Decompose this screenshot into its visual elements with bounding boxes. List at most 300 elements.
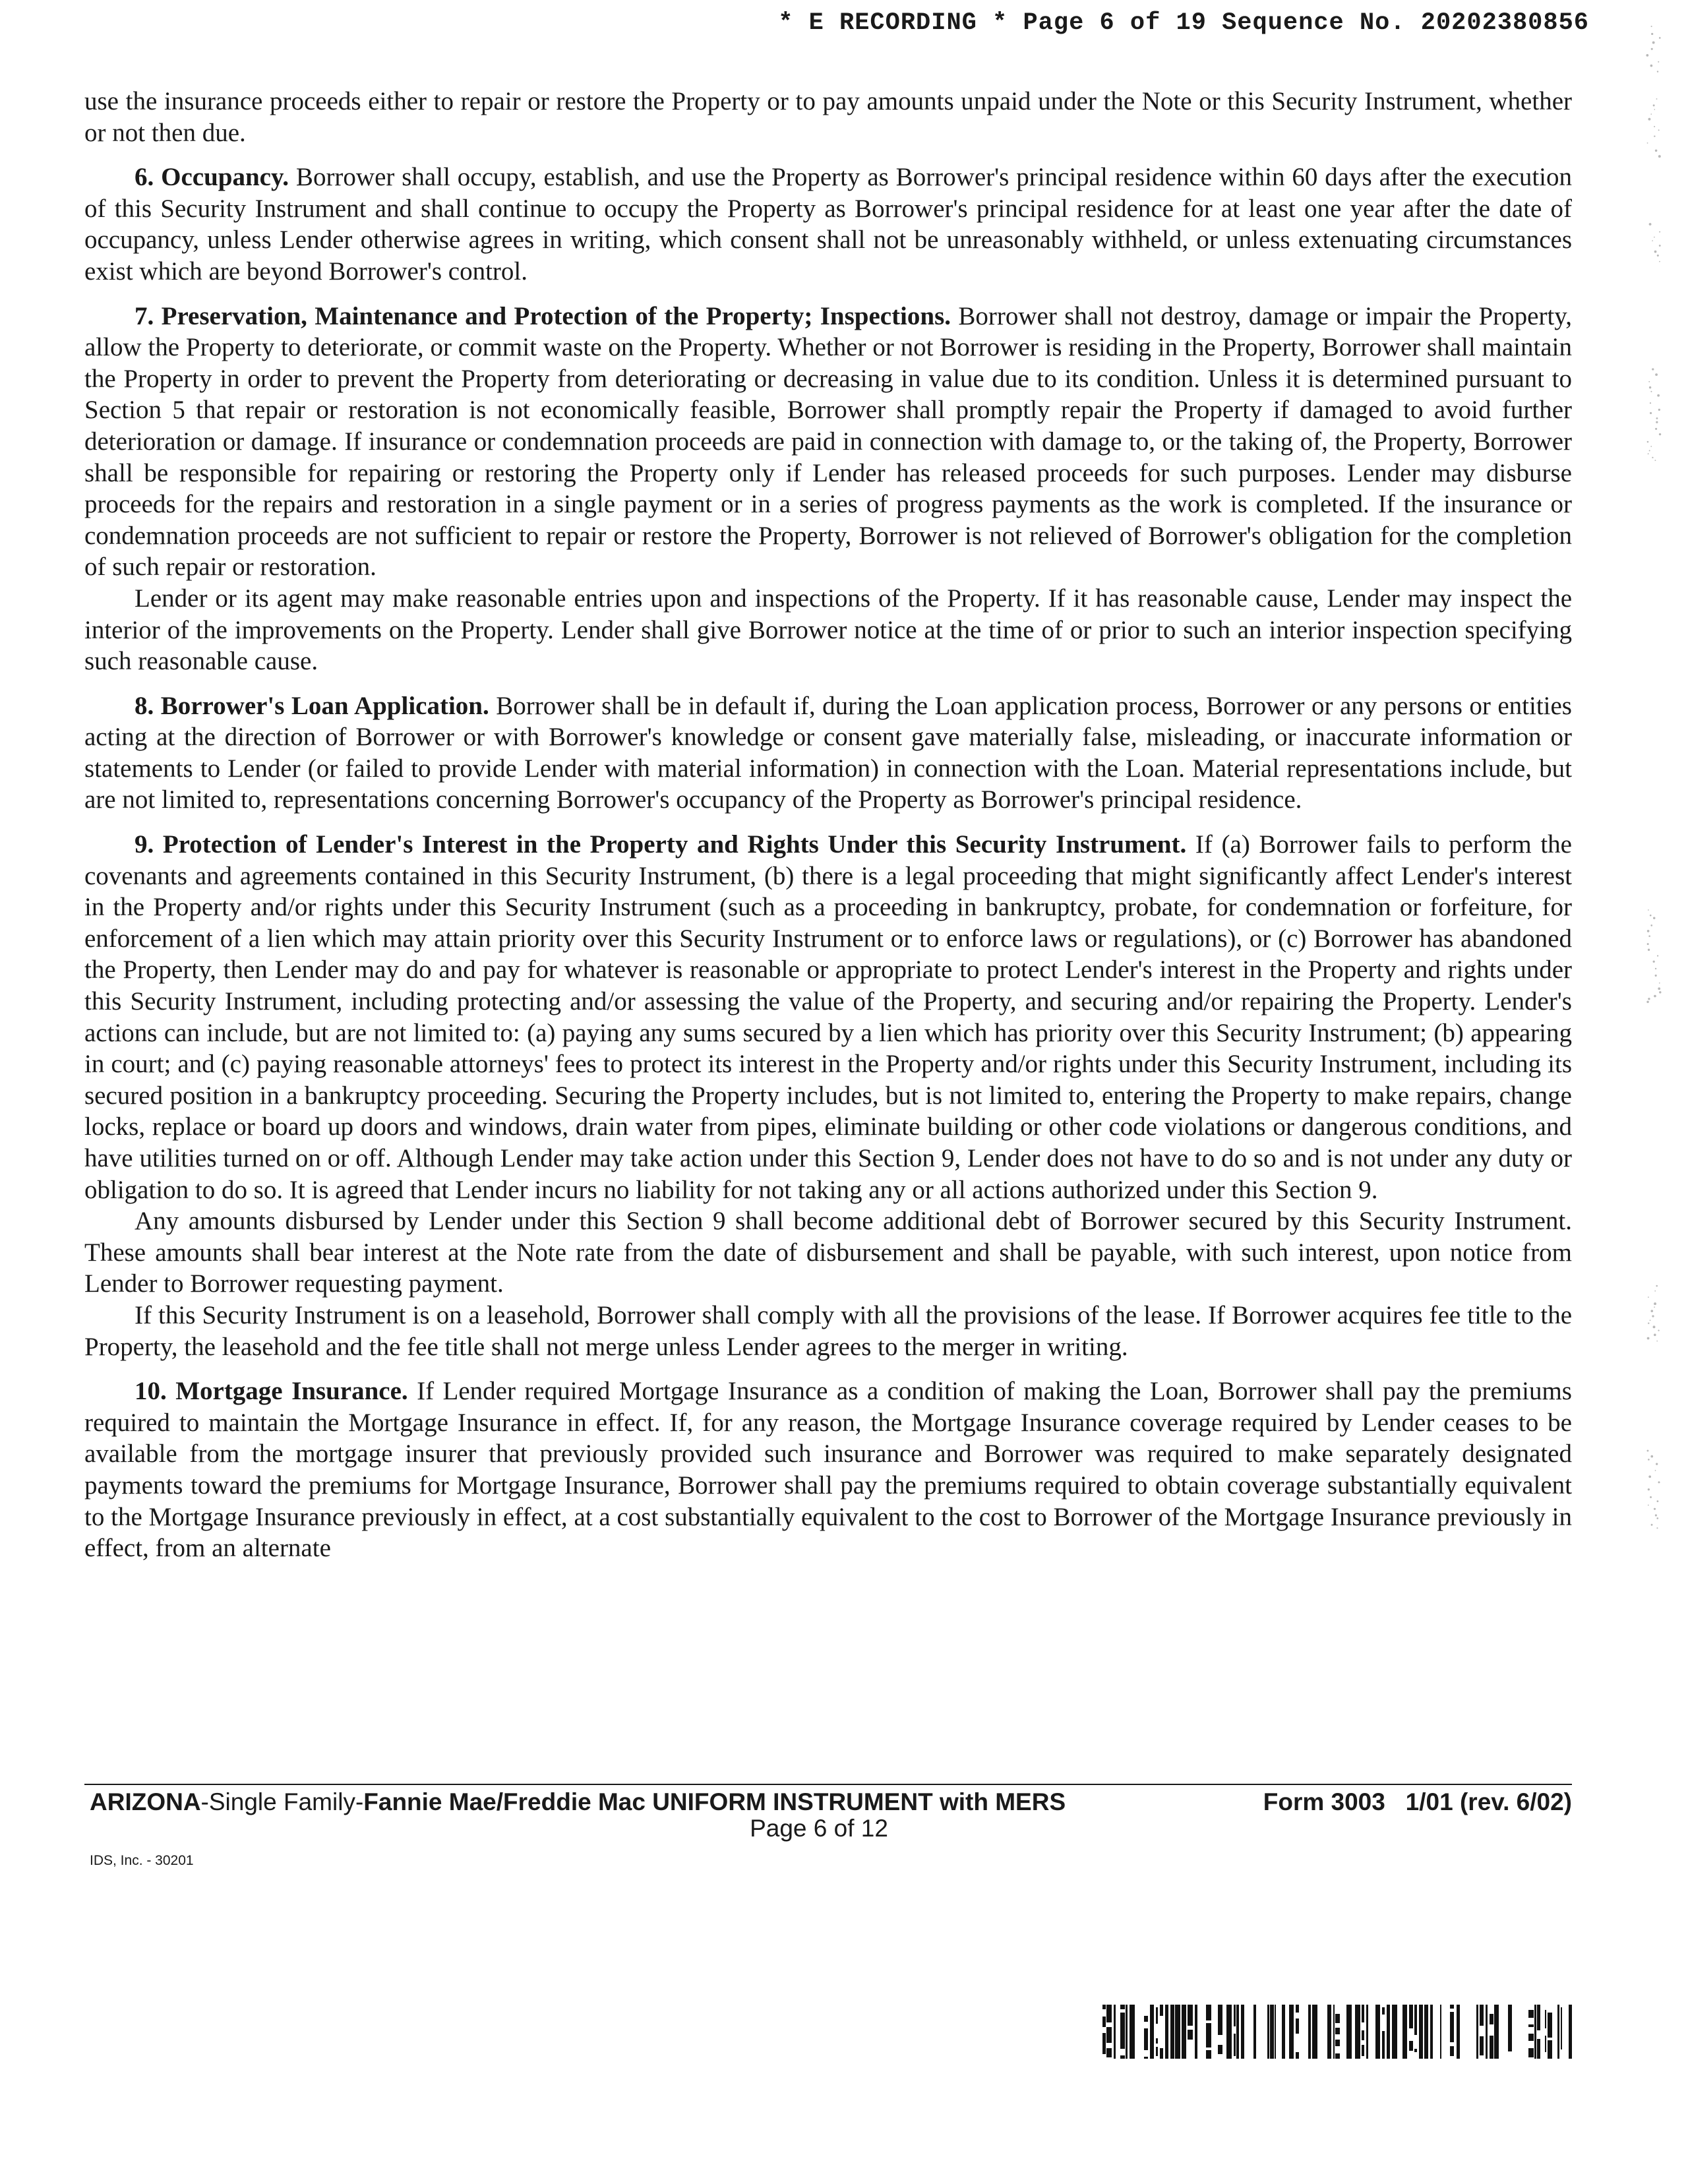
scan-speck bbox=[1652, 240, 1653, 241]
section-10-mortgage-insurance bbox=[84, 1376, 1572, 1564]
barcode-cell bbox=[1120, 2032, 1125, 2039]
barcode-cell bbox=[1409, 2048, 1413, 2051]
scan-speck bbox=[1655, 373, 1658, 376]
barcode-cell bbox=[1392, 2037, 1397, 2042]
section-10-heading: 10. Mortgage Insurance. bbox=[135, 1377, 408, 1406]
barcode-cell bbox=[1490, 2049, 1493, 2059]
barcode-cell bbox=[1490, 2036, 1493, 2041]
barcode-cell bbox=[1188, 2022, 1193, 2026]
scan-speck bbox=[1653, 104, 1655, 106]
barcode-cell bbox=[1545, 2026, 1546, 2028]
section-6-occupancy bbox=[84, 162, 1572, 287]
scan-speck bbox=[1654, 1508, 1656, 1510]
scan-speck bbox=[1648, 118, 1651, 121]
scan-speck bbox=[1659, 433, 1661, 435]
barcode-cell bbox=[1392, 2005, 1397, 2009]
barcode-cell bbox=[1545, 2010, 1546, 2015]
barcode-cell bbox=[1409, 2005, 1413, 2015]
barcode-cell bbox=[1409, 2018, 1413, 2024]
barcode-bar bbox=[1282, 2005, 1285, 2059]
barcode-bar bbox=[1366, 2005, 1368, 2059]
barcode-cell bbox=[1144, 2057, 1148, 2059]
scan-speck bbox=[1656, 1285, 1658, 1287]
scan-speck bbox=[1648, 998, 1650, 1000]
barcode-bar bbox=[1327, 2005, 1331, 2059]
barcode-cell bbox=[1234, 2013, 1236, 2021]
barcode-cell bbox=[1234, 2040, 1236, 2049]
barcode-cell bbox=[1102, 2042, 1106, 2046]
section-8-heading: 8. Borrower's Loan Application. bbox=[135, 691, 489, 720]
scan-speck bbox=[1650, 925, 1652, 926]
section-9-text: If (a) Borrower fails to perform the covenants and agreements contained in this Security Instrument, (b) there is a legal proceeding that might significantly affect Lender's interest in the Property and/or rights under this Security Instrument (such as a proceeding in bankruptcy, probate, for condemnation or forfeiture, for enforcement of a lien which may attain priority over this Security Instrument or to enforce laws or regulations), or (c) Borrower has abandoned the Property, then Lender may do and pay for whatever is reasonable or appropriate to protect Lender's interest in the Property and rights under this Security Instrument, including protecting and/or assessing the value of the Property, and securing and/or repairing the Property. Lender's actions can include, but are not limited to: (a) paying any sums secured by a lien which has priority over this Security Instrument; (b) appearing in court; and (c) paying reasonable attorneys' fees to protect its interest in the Property and/or rights under this Security Instrument, including its secured position in a bankruptcy proceeding. Securing the Property includes, but is not limited to, entering the Property to make repairs, change locks, replace or board up doors and windows, drain water from pipes, eliminate building or other code violations or dangerous conditions, and have utilities turned on or off. Although Lender may take action under this Section 9, Lender does not have to do so and is not under any duty or obligation to do so. It is agreed that Lender incurs no liability for not taking any or all actions authorized under this Section 9. bbox=[84, 830, 1572, 1204]
barcode-bar bbox=[1430, 2005, 1433, 2059]
scan-speck bbox=[1656, 1463, 1658, 1465]
barcode-bar bbox=[1170, 2005, 1174, 2059]
scan-speck bbox=[1659, 991, 1661, 993]
barcode-cell bbox=[1548, 2017, 1552, 2020]
scan-speck bbox=[1650, 402, 1651, 404]
vendor-code: IDS, Inc. - 30201 bbox=[90, 1853, 194, 1868]
section-9-heading: 9. Protection of Lender's Interest in the Property and Rights Under this Security Instrument. bbox=[135, 830, 1187, 859]
scan-speck bbox=[1655, 975, 1657, 977]
barcode-cell bbox=[1206, 2005, 1211, 2009]
barcode-bar bbox=[1130, 2005, 1135, 2059]
barcode-cell bbox=[1545, 2036, 1546, 2040]
barcode-cell bbox=[1156, 2049, 1158, 2053]
barcode-cell bbox=[1561, 2039, 1562, 2049]
scan-speck bbox=[1657, 955, 1658, 956]
scan-speck bbox=[1651, 1524, 1653, 1526]
barcode-cell bbox=[1362, 2045, 1364, 2056]
scan-speck bbox=[1657, 255, 1659, 257]
barcode-cell bbox=[1480, 2036, 1484, 2040]
barcode-cell bbox=[1234, 2034, 1236, 2040]
scan-speck bbox=[1657, 394, 1660, 397]
barcode-bar bbox=[1126, 2005, 1128, 2059]
scan-speck bbox=[1650, 1320, 1651, 1321]
barcode-cell bbox=[1188, 2037, 1193, 2040]
section-9-paragraph-3: If this Security Instrument is on a leasehold, Borrower shall comply with all the provisions of the lease. If Borrower acquires fee title to the Property, the leasehold and the fee title shall not merge unless Lender agrees to the merger in writing. bbox=[84, 1300, 1572, 1361]
section-6-text: Borrower shall occupy, establish, and use the Property as Borrower's principal residence within 60 days after the execution of this Security Instrument and shall continue to occupy the Property as Borrower's principal residence for at least one year after the date of occupancy, unless Lender otherwise agrees in writing, which consent shall not be unreasonably withheld, or unless extenuating circumstances exist which are beyond Borrower's control. bbox=[84, 163, 1572, 286]
barcode-cell bbox=[1234, 2005, 1236, 2013]
barcode-cell bbox=[1206, 2050, 1211, 2059]
barcode-cell bbox=[1480, 2005, 1484, 2009]
barcode-cell bbox=[1165, 2005, 1168, 2015]
barcode-cell bbox=[1392, 2019, 1397, 2024]
barcode-cell bbox=[1218, 2045, 1222, 2054]
document-body bbox=[84, 86, 1572, 1564]
barcode-cell bbox=[1144, 2040, 1148, 2050]
barcode-cell bbox=[1362, 2037, 1364, 2040]
scan-speck bbox=[1659, 261, 1660, 262]
scan-speck bbox=[1647, 1450, 1649, 1452]
barcode-bar bbox=[1150, 2005, 1154, 2059]
scan-speck bbox=[1654, 251, 1657, 253]
barcode-cell bbox=[1508, 2026, 1512, 2030]
barcode-cell bbox=[1450, 2012, 1454, 2022]
barcode-bar bbox=[1476, 2005, 1478, 2059]
section-10-text: If Lender required Mortgage Insurance as a condition of making the Loan, Borrower shall pay the premiums required to maintain the Mortgage Insurance in effect. If, for any reason, the Mortgage Insurance coverage required by Lender ceases to be available from the mortgage insurer that previously provided such insurance and Borrower was required to make separately designated payments toward the premiums for Mortgage Insurance, Borrower shall pay the premiums required to obtain coverage substantially equivalent to the Mortgage Insurance previously in effect, at a cost substantially equivalent to the cost to Borrower of the Mortgage Insurance previously in effect, from an alternate bbox=[84, 1377, 1572, 1563]
footer-state: ARIZONA bbox=[90, 1788, 201, 1815]
barcode-cell bbox=[1120, 2005, 1125, 2009]
barcode-cell bbox=[1362, 2005, 1364, 2015]
barcode-cell bbox=[1508, 2005, 1512, 2014]
barcode-cell bbox=[1362, 2030, 1364, 2037]
barcode-cell bbox=[1561, 2007, 1562, 2018]
barcode-cell bbox=[1120, 2013, 1125, 2018]
barcode-cell bbox=[1335, 2020, 1340, 2023]
scan-speck bbox=[1651, 26, 1652, 27]
barcode-cell bbox=[1102, 2046, 1106, 2050]
barcode-cell bbox=[1392, 2014, 1397, 2019]
barcode-cell bbox=[1234, 2049, 1236, 2056]
barcode-cell bbox=[1490, 2019, 1493, 2024]
barcode-bar bbox=[1424, 2005, 1428, 2059]
scan-speck bbox=[1656, 1527, 1658, 1529]
barcode-cell bbox=[1450, 2032, 1454, 2039]
scan-speck bbox=[1659, 983, 1660, 984]
scan-speck bbox=[1652, 457, 1653, 458]
scan-speck bbox=[1647, 943, 1649, 945]
section-7-text: Borrower shall not destroy, damage or impair the Property, allow the Property to deteriorate, or commit waste on the Property. Whether or not Borrower is residing in the Property, Borrower shall maintain the Property in order to prevent the Property from deteriorating or decreasing in value due to its condition. Unless it is determined pursuant to Section 5 that repair or restoration is not economically feasible, Borrower shall promptly repair the Property if damaged to avoid further deterioration or damage. If insurance or condemnation proceeds are paid in connection with damage to, or the taking of, the Property, Borrower shall be responsible for repairing or restoring the Property only if Lender has released proceeds for such purposes. Lender may disburse proceeds for the repairs and restoration in a single payment or in a series of progress payments as the work is completed. If the insurance or condemnation proceeds are not sufficient to repair or restore the Property, Borrower is not relieved of Borrower's obligation for the completion of such repair or restoration. bbox=[84, 301, 1572, 582]
recording-stamp: * E RECORDING * Page 6 of 19 Sequence No. 20202380856 bbox=[778, 9, 1589, 37]
barcode-cell bbox=[1296, 2030, 1299, 2034]
barcode-cell bbox=[1382, 2052, 1385, 2059]
barcode-bar bbox=[1375, 2005, 1380, 2059]
barcode-graphic bbox=[1102, 2005, 1572, 2059]
scan-speck bbox=[1650, 391, 1652, 392]
scan-speck bbox=[1654, 1302, 1656, 1305]
barcode-cell bbox=[1156, 2020, 1158, 2024]
scan-speck bbox=[1658, 155, 1661, 158]
barcode-cell bbox=[1450, 2046, 1454, 2056]
section-8-text: Borrower shall be in default if, during the Loan application process, Borrower or any persons or entities acting at the direction of Borrower or with Borrower's knowledge or consent gave materially false, misleading, or inaccurate information or statements to Lender (or failed to provide Lender with material information) in connection with the Loan. Material representations include, but are not limited to, representations concerning Borrower's occupancy of the Property as Borrower's principal residence. bbox=[84, 691, 1572, 814]
scan-speck bbox=[1658, 1329, 1659, 1331]
section-8-loan-application bbox=[84, 690, 1572, 816]
scan-speck bbox=[1650, 1455, 1653, 1458]
barcode-cell bbox=[1188, 2005, 1193, 2011]
scan-speck bbox=[1656, 98, 1658, 100]
scan-speck bbox=[1655, 428, 1657, 430]
barcode-cell bbox=[1414, 2005, 1417, 2013]
barcode-bar bbox=[1312, 2005, 1317, 2059]
barcode-cell bbox=[1490, 2041, 1493, 2049]
barcode-cell bbox=[1528, 2034, 1534, 2041]
barcode-cell bbox=[1480, 2015, 1484, 2018]
barcode-cell bbox=[1548, 2040, 1552, 2051]
barcode-cell bbox=[1120, 2018, 1125, 2027]
scan-speck bbox=[1652, 1315, 1654, 1317]
scan-speck bbox=[1650, 412, 1652, 414]
barcode-cell bbox=[1335, 2014, 1340, 2020]
barcode-bar bbox=[1182, 2005, 1186, 2059]
scan-speck bbox=[1648, 935, 1650, 937]
scan-speck bbox=[1650, 446, 1652, 447]
barcode-bar bbox=[1270, 2005, 1274, 2059]
barcode-cell bbox=[1120, 2027, 1125, 2032]
scan-speck bbox=[1655, 1514, 1657, 1516]
barcode-cell bbox=[1156, 2053, 1158, 2056]
barcode-cell bbox=[1414, 2024, 1417, 2031]
barcode-bar bbox=[1308, 2005, 1311, 2059]
barcode-cell bbox=[1160, 2048, 1163, 2056]
scan-speck bbox=[1658, 1481, 1660, 1483]
barcode-cell bbox=[1528, 2024, 1534, 2027]
page-number: Page 6 of 12 bbox=[750, 1815, 888, 1842]
barcode-bar bbox=[1534, 2005, 1536, 2059]
barcode-cell bbox=[1188, 2011, 1193, 2022]
barcode-cell bbox=[1106, 2011, 1112, 2015]
barcode-cell bbox=[1144, 2016, 1148, 2022]
barcode-cell bbox=[1508, 2014, 1512, 2020]
scan-speck bbox=[1656, 1517, 1658, 1519]
scan-speck bbox=[1658, 409, 1660, 411]
barcode-cell bbox=[1296, 2018, 1299, 2030]
barcode-bar bbox=[1457, 2005, 1460, 2059]
section-7-preservation bbox=[84, 301, 1572, 583]
barcode-cell bbox=[1296, 2010, 1299, 2013]
barcode-cell bbox=[1561, 2018, 1562, 2028]
barcode-cell bbox=[1480, 2009, 1484, 2012]
barcode-cell bbox=[1450, 2039, 1454, 2042]
barcode-cell bbox=[1296, 2057, 1299, 2059]
barcode-bar bbox=[1333, 2005, 1335, 2059]
scan-speck bbox=[1653, 917, 1655, 919]
scan-speck bbox=[1652, 368, 1654, 370]
scan-speck bbox=[1657, 1500, 1659, 1502]
barcode-cell bbox=[1234, 2021, 1236, 2026]
barcode-bar bbox=[1440, 2005, 1441, 2059]
barcode-cell bbox=[1335, 2028, 1340, 2034]
barcode-cell bbox=[1382, 2038, 1385, 2047]
barcode-bar bbox=[1486, 2005, 1488, 2059]
barcode-bar bbox=[1402, 2005, 1407, 2059]
scan-speck bbox=[1648, 949, 1650, 951]
barcode-bar bbox=[1226, 2005, 1232, 2059]
barcode-cell bbox=[1490, 2014, 1493, 2019]
scan-speck bbox=[1650, 113, 1652, 115]
barcode-cell bbox=[1165, 2015, 1168, 2022]
barcode-cell bbox=[1414, 2031, 1417, 2035]
barcode-cell bbox=[1545, 2040, 1546, 2048]
barcode-bar bbox=[1275, 2005, 1276, 2059]
scan-speck bbox=[1653, 961, 1655, 963]
barcode-cell bbox=[1548, 2013, 1552, 2017]
barcode-cell bbox=[1165, 2042, 1168, 2048]
scan-speck bbox=[1646, 54, 1648, 57]
scan-speck bbox=[1656, 417, 1658, 419]
barcode-cell bbox=[1102, 2033, 1106, 2042]
barcode-cell bbox=[1156, 2038, 1158, 2044]
barcode-cell bbox=[1537, 2016, 1540, 2027]
barcode-cell bbox=[1156, 2007, 1158, 2010]
barcode-cell bbox=[1392, 2057, 1397, 2059]
scan-speck bbox=[1648, 1459, 1650, 1461]
barcode-cell bbox=[1102, 2005, 1106, 2009]
barcode-cell bbox=[1392, 2024, 1397, 2034]
barcode-cell bbox=[1106, 2015, 1112, 2022]
barcode-cell bbox=[1508, 2020, 1512, 2026]
barcode-bar bbox=[1114, 2005, 1116, 2059]
barcode-cell bbox=[1206, 2040, 1211, 2043]
scan-speck bbox=[1648, 1323, 1649, 1324]
barcode-bar bbox=[1387, 2005, 1390, 2059]
barcode-cell bbox=[1106, 2027, 1112, 2038]
barcode-cell bbox=[1508, 2040, 1512, 2051]
barcode-cell bbox=[1156, 2047, 1158, 2049]
barcode-cell bbox=[1106, 2048, 1112, 2057]
barcode-cell bbox=[1218, 2005, 1222, 2013]
barcode-cell bbox=[1537, 2049, 1540, 2059]
barcode-cell bbox=[1382, 2047, 1385, 2052]
barcode-cell bbox=[1206, 2023, 1211, 2032]
barcode-cell bbox=[1537, 2039, 1540, 2049]
barcode-cell bbox=[1335, 2053, 1340, 2059]
scan-speck bbox=[1655, 150, 1658, 152]
barcode-cell bbox=[1165, 2056, 1168, 2059]
barcode-cell bbox=[1206, 2009, 1211, 2013]
barcode-cell bbox=[1218, 2013, 1222, 2024]
barcode-cell bbox=[1296, 2005, 1299, 2010]
barcode-cell bbox=[1392, 2009, 1397, 2014]
scan-speck bbox=[1649, 386, 1651, 388]
form-title bbox=[90, 1788, 1066, 1816]
scan-speck bbox=[1648, 1488, 1650, 1490]
barcode-bar bbox=[1241, 2005, 1244, 2059]
scan-speck bbox=[1650, 1310, 1653, 1312]
scan-speck bbox=[1649, 450, 1650, 451]
barcode-cell bbox=[1392, 2042, 1397, 2053]
scan-speck bbox=[1649, 223, 1652, 226]
barcode-cell bbox=[1480, 2040, 1484, 2046]
barcode-bar bbox=[1494, 2005, 1499, 2059]
scan-speck bbox=[1648, 909, 1649, 911]
scan-speck bbox=[1653, 1325, 1656, 1328]
scan-speck bbox=[1647, 930, 1650, 932]
barcode-bar bbox=[1557, 2005, 1559, 2059]
scan-speck bbox=[1648, 1476, 1651, 1478]
barcode-cell bbox=[1545, 2048, 1546, 2052]
barcode-cell bbox=[1548, 2051, 1552, 2059]
barcode-cell bbox=[1156, 2010, 1158, 2020]
barcode-bar bbox=[1355, 2005, 1360, 2059]
barcode-cell bbox=[1188, 2030, 1193, 2037]
scan-speck bbox=[1648, 1505, 1649, 1506]
scan-speck bbox=[1651, 33, 1653, 35]
barcode-bar bbox=[1289, 2005, 1294, 2059]
barcode-cell bbox=[1165, 2030, 1168, 2042]
barcode-cell bbox=[1528, 2048, 1534, 2053]
barcode-cell bbox=[1480, 2046, 1484, 2055]
footer-divider bbox=[84, 1784, 1572, 1785]
barcode-cell bbox=[1392, 2053, 1397, 2057]
scan-speck bbox=[1659, 231, 1660, 233]
scan-speck bbox=[1659, 245, 1661, 247]
scan-speck bbox=[1659, 37, 1661, 39]
scan-speck bbox=[1658, 129, 1660, 131]
scan-speck bbox=[1646, 1001, 1648, 1003]
barcode-bar bbox=[1569, 2005, 1572, 2059]
section-7-paragraph-2: Lender or its agent may make reasonable entries upon and inspections of the Property. If it has reasonable cause, Lender may inspect the interior of the improvements on the Property. Lender shall give Borrower notice at the time of or prior to such an interior inspection specifying such reasonable cause. bbox=[84, 584, 1572, 676]
scan-speck bbox=[1647, 441, 1649, 443]
scan-speck bbox=[1657, 71, 1658, 72]
barcode-cell bbox=[1450, 2005, 1454, 2009]
barcode-cell bbox=[1102, 2050, 1106, 2054]
barcode-cell bbox=[1480, 2018, 1484, 2026]
section-6-heading: 6. Occupancy. bbox=[135, 163, 289, 192]
scan-speck bbox=[1654, 1334, 1656, 1337]
barcode-cell bbox=[1382, 2007, 1385, 2015]
barcode-cell bbox=[1362, 2015, 1364, 2022]
barcode-cell bbox=[1409, 2041, 1413, 2048]
scan-speck bbox=[1654, 126, 1655, 127]
form-number: Form 3003 1/01 (rev. 6/02) bbox=[1263, 1788, 1572, 1815]
barcode-cell bbox=[1120, 2055, 1125, 2059]
barcode-cell bbox=[1165, 2022, 1168, 2030]
barcode-bar bbox=[1175, 2005, 1180, 2059]
barcode-cell bbox=[1508, 2030, 1512, 2034]
scan-speck bbox=[1656, 1341, 1658, 1342]
barcode-cell bbox=[1382, 2031, 1385, 2038]
barcode-cell bbox=[1409, 2024, 1413, 2028]
barcode-cell bbox=[1106, 2038, 1112, 2043]
barcode-bar bbox=[1195, 2005, 1197, 2059]
barcode-cell bbox=[1508, 2034, 1512, 2040]
barcode-cell bbox=[1414, 2013, 1417, 2024]
footer-family: -Single Family- bbox=[200, 1788, 364, 1815]
barcode-cell bbox=[1409, 2015, 1413, 2018]
barcode-cell bbox=[1548, 2027, 1552, 2038]
form-footer bbox=[90, 1788, 1572, 1842]
barcode-bar bbox=[1346, 2005, 1352, 2059]
section-9-protection bbox=[84, 829, 1572, 1205]
scan-speck bbox=[1650, 915, 1652, 917]
barcode-cell bbox=[1392, 2034, 1397, 2037]
barcode-cell bbox=[1206, 2013, 1211, 2020]
barcode-cell bbox=[1335, 2040, 1340, 2046]
scan-speck bbox=[1648, 381, 1650, 382]
scan-speck bbox=[1654, 1290, 1656, 1292]
scan-speck bbox=[1654, 135, 1655, 136]
barcode-bar bbox=[1253, 2005, 1256, 2059]
scan-speck bbox=[1658, 987, 1660, 990]
barcode-cell bbox=[1296, 2052, 1299, 2057]
barcode-cell bbox=[1165, 2048, 1168, 2056]
barcode-bar bbox=[1419, 2005, 1423, 2059]
scan-speck bbox=[1656, 421, 1658, 423]
scan-speck bbox=[1650, 1496, 1652, 1498]
scan-speck bbox=[1648, 453, 1649, 454]
scan-speck bbox=[1648, 1296, 1649, 1298]
barcode-bar bbox=[1236, 2005, 1239, 2059]
barcode-cell bbox=[1206, 2032, 1211, 2040]
barcode-cell bbox=[1528, 2010, 1534, 2018]
section-9-paragraph-2: Any amounts disbursed by Lender under this Section 9 shall become additional debt of Borrower secured by this Security Instrument. These amounts shall bear interest at the Note rate from the date of disbursement and shall be payable, with such interest, upon notice from Lender to Borrower requesting payment. bbox=[84, 1207, 1572, 1298]
barcode-cell bbox=[1480, 2012, 1484, 2015]
barcode-cell bbox=[1528, 2053, 1534, 2057]
barcode-cell bbox=[1102, 2017, 1106, 2027]
barcode-cell bbox=[1144, 2028, 1148, 2040]
continuation-paragraph: use the insurance proceeds either to repair or restore the Property or to pay amounts unpaid under the Note or this Security Instrument, whether or not then due. bbox=[84, 87, 1572, 147]
scan-speck bbox=[1650, 65, 1653, 67]
scan-speck bbox=[1654, 1306, 1655, 1308]
barcode-cell bbox=[1537, 2027, 1540, 2030]
section-7-heading: 7. Preservation, Maintenance and Protection of the Property; Inspections. bbox=[135, 301, 951, 330]
scan-speck bbox=[1654, 460, 1656, 461]
scan-speck bbox=[1654, 995, 1656, 998]
scan-artifact-specks bbox=[1641, 0, 1667, 2184]
barcode-cell bbox=[1160, 2005, 1163, 2016]
